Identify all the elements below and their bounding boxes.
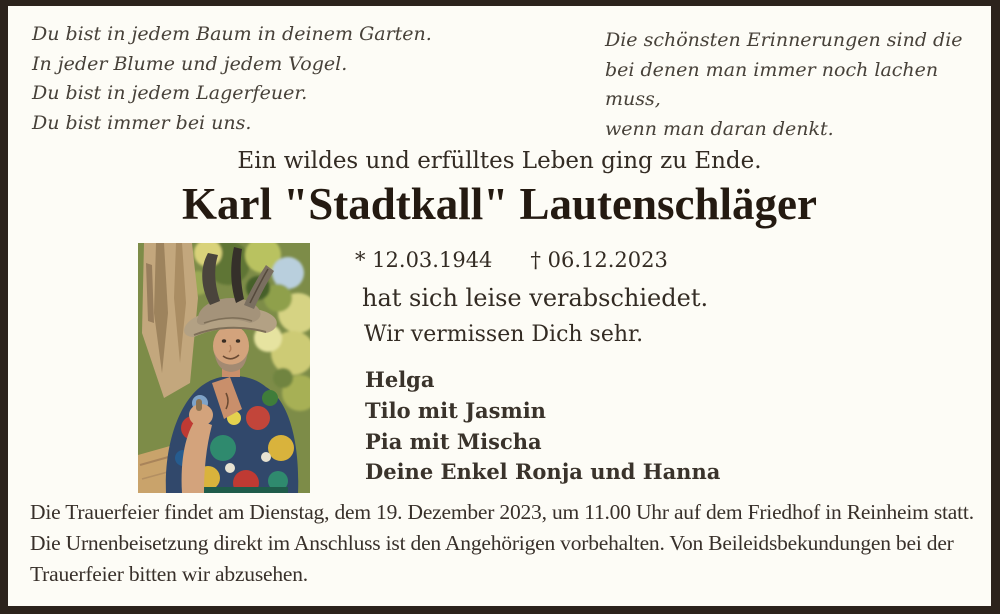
quote-left xyxy=(32,20,432,138)
mourner-name: Helga xyxy=(365,367,435,392)
quote-right xyxy=(605,26,991,144)
mourner-name: Tilo mit Jasmin xyxy=(365,397,546,423)
portrait-photo xyxy=(138,243,310,493)
mourner-name: Pia mit Mischa xyxy=(365,428,542,454)
quote-right-line: wenn man daran denkt. xyxy=(605,117,834,140)
notice-background xyxy=(8,6,991,606)
farewell-line: hat sich leise verabschiedet. xyxy=(362,284,709,312)
quote-left-line: Du bist in jedem Lagerfeuer. xyxy=(32,82,308,104)
missing-line: Wir vermissen Dich sehr. xyxy=(364,322,644,347)
quote-left-line: In jeder Blume und jedem Vogel. xyxy=(32,52,348,75)
quote-left-line: Du bist in jedem Baum in deinem Garten. xyxy=(32,23,432,45)
mourners-list xyxy=(365,365,720,488)
quote-right-line: bei denen man immer noch lachen muss, xyxy=(605,58,939,110)
life-dates xyxy=(355,248,668,272)
death-date: † 06.12.2023 xyxy=(530,248,668,272)
quote-left-line: Du bist immer bei uns. xyxy=(32,111,252,134)
deceased-name: Karl "Stadtkall" Lautenschläger xyxy=(182,179,817,229)
quote-right-line: Die schönsten Erinnerungen sind die xyxy=(605,29,963,51)
birth-date: * 12.03.1944 xyxy=(355,248,493,272)
intro-line: Ein wildes und erfülltes Leben ging zu Ende. xyxy=(237,148,762,174)
funeral-notice: Die Trauerfeier findet am Dienstag, dem 19. Dezember 2023, um 11.00 Uhr auf dem Friedhof in Reinheim statt. Die Urnenbeisetzung direkt im Anschluss ist den Angehörigen vorbehalten. Von Beileidsbekundungen bei der Trauerfeier bitten wir abzusehen. xyxy=(30,500,974,586)
mourner-name: Deine Enkel Ronja und Hanna xyxy=(365,459,721,485)
